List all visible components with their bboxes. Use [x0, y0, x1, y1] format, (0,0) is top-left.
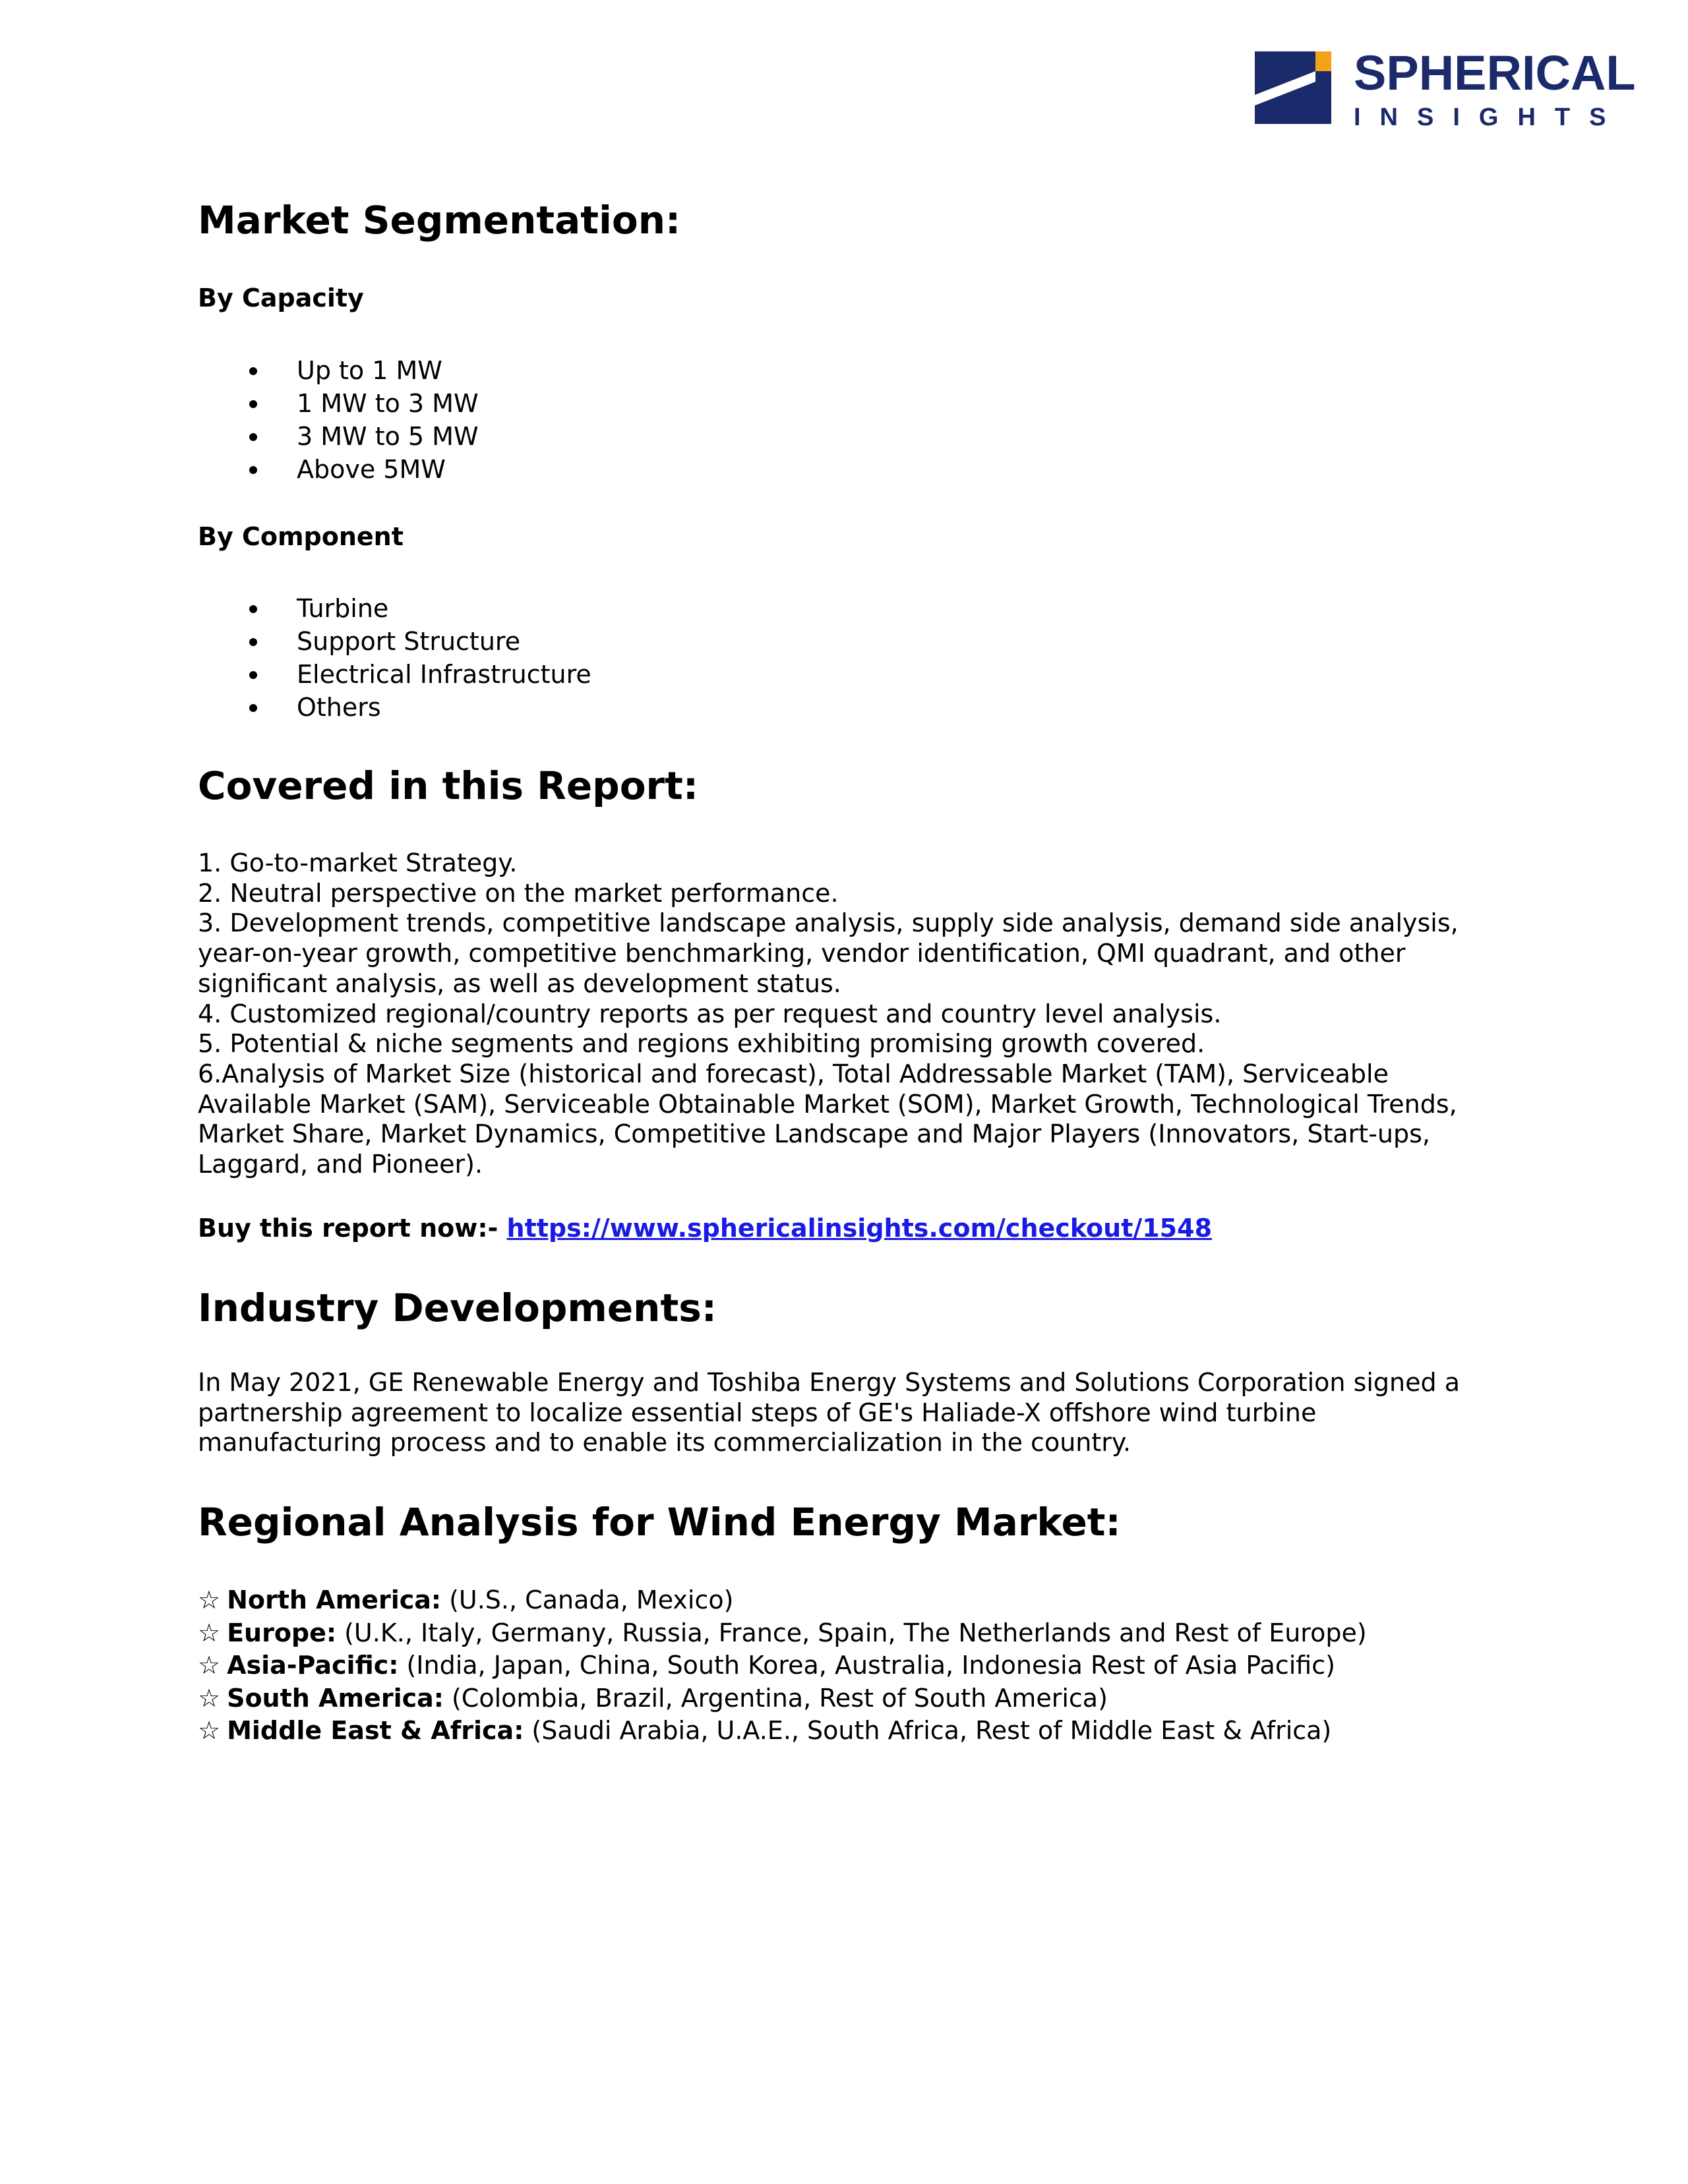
buy-report-label: Buy this report now:-	[198, 1214, 498, 1243]
list-item: 1 MW to 3 MW	[198, 387, 479, 420]
bullet-icon	[249, 367, 257, 375]
list-item: Electrical Infrastructure	[198, 658, 591, 691]
regional-analysis-heading: Regional Analysis for Wind Energy Market:	[198, 1500, 1121, 1545]
covered-item: 2. Neutral perspective on the market performance.	[198, 878, 839, 908]
star-icon: ☆	[198, 1716, 221, 1745]
star-icon: ☆	[198, 1651, 221, 1680]
covered-list	[198, 848, 1503, 1180]
list-item: Up to 1 MW	[198, 354, 479, 387]
region-item	[198, 1649, 1367, 1682]
list-item: Support Structure	[198, 625, 591, 658]
region-item	[198, 1584, 1367, 1617]
region-name: South America:	[227, 1683, 444, 1713]
logo-text-spherical: SPHERICAL	[1354, 45, 1636, 100]
bullet-icon	[249, 605, 257, 613]
covered-item: 1. Go-to-market Strategy.	[198, 848, 518, 877]
star-icon: ☆	[198, 1618, 221, 1647]
list-item: Turbine	[198, 592, 591, 625]
industry-developments-text: In May 2021, GE Renewable Energy and Toshiba Energy Systems and Solutions Corporation signed a partnership agreement to localize essential steps of GE's Haliade-X offshore wind turbine manufacturing process and to enable its commercialization in the country.	[198, 1368, 1460, 1458]
bullet-icon	[249, 671, 257, 679]
list-item: 3 MW to 5 MW	[198, 420, 479, 453]
bullet-icon	[249, 400, 257, 408]
buy-report-line	[198, 1216, 1212, 1241]
bullet-icon	[249, 704, 257, 712]
region-countries: (India, Japan, China, South Korea, Australia, Indonesia Rest of Asia Pacific)	[406, 1651, 1335, 1680]
by-capacity-label: By Capacity	[198, 283, 364, 312]
logo-emblem-orange	[1315, 51, 1331, 71]
covered-item: 4. Customized regional/country reports as per request and country level analysis.	[198, 999, 1222, 1028]
star-icon: ☆	[198, 1683, 221, 1713]
region-name: North America:	[227, 1585, 442, 1614]
bullet-icon	[249, 466, 257, 474]
region-item	[198, 1617, 1367, 1650]
checkout-link[interactable]: https://www.sphericalinsights.com/checkout/1548	[506, 1214, 1213, 1243]
covered-item: 6.Analysis of Market Size (historical and forecast), Total Addressable Market (TAM), Serviceable Available Market (SAM), Serviceable Obtainable Market (SOM), Market Growth, Technological Trends, Market Share, Market Dynamics, Competitive Landscape and Major Players (Innovators, Start-ups, Laggard, and Pioneer).	[198, 1059, 1457, 1179]
covered-item: 5. Potential & niche segments and regions exhibiting promising growth covered.	[198, 1029, 1205, 1059]
capacity-list	[198, 354, 479, 486]
region-list	[198, 1584, 1367, 1748]
by-component-label: By Component	[198, 522, 404, 551]
region-item	[198, 1715, 1367, 1748]
region-countries: (Colombia, Brazil, Argentina, Rest of South America)	[451, 1683, 1108, 1713]
covered-heading: Covered in this Report:	[198, 763, 699, 808]
region-name: Middle East & Africa:	[227, 1716, 524, 1745]
logo-text-insights: INSIGHTS	[1354, 103, 1625, 131]
spherical-insights-logo	[1255, 45, 1636, 131]
region-name: Asia-Pacific:	[227, 1651, 399, 1680]
list-item: Others	[198, 691, 591, 724]
covered-item: 3. Development trends, competitive landscape analysis, supply side analysis, demand side analysis, year-on-year growth, competitive benchmarking, vendor identification, QMI quadrant, and other significant analysis, as well as development status.	[198, 908, 1459, 998]
bullet-icon	[249, 433, 257, 441]
region-countries: (U.S., Canada, Mexico)	[449, 1585, 734, 1614]
component-list	[198, 592, 591, 724]
star-icon: ☆	[198, 1585, 221, 1614]
industry-developments-heading: Industry Developments:	[198, 1285, 717, 1330]
list-item: Above 5MW	[198, 453, 479, 486]
logo-emblem-bar	[1315, 71, 1331, 124]
market-segmentation-heading: Market Segmentation:	[198, 198, 681, 243]
region-name: Europe:	[227, 1618, 337, 1647]
region-item	[198, 1682, 1367, 1715]
region-countries: (U.K., Italy, Germany, Russia, France, Spain, The Netherlands and Rest of Europe)	[344, 1618, 1367, 1647]
bullet-icon	[249, 638, 257, 646]
region-countries: (Saudi Arabia, U.A.E., South Africa, Rest of Middle East & Africa)	[531, 1716, 1332, 1745]
